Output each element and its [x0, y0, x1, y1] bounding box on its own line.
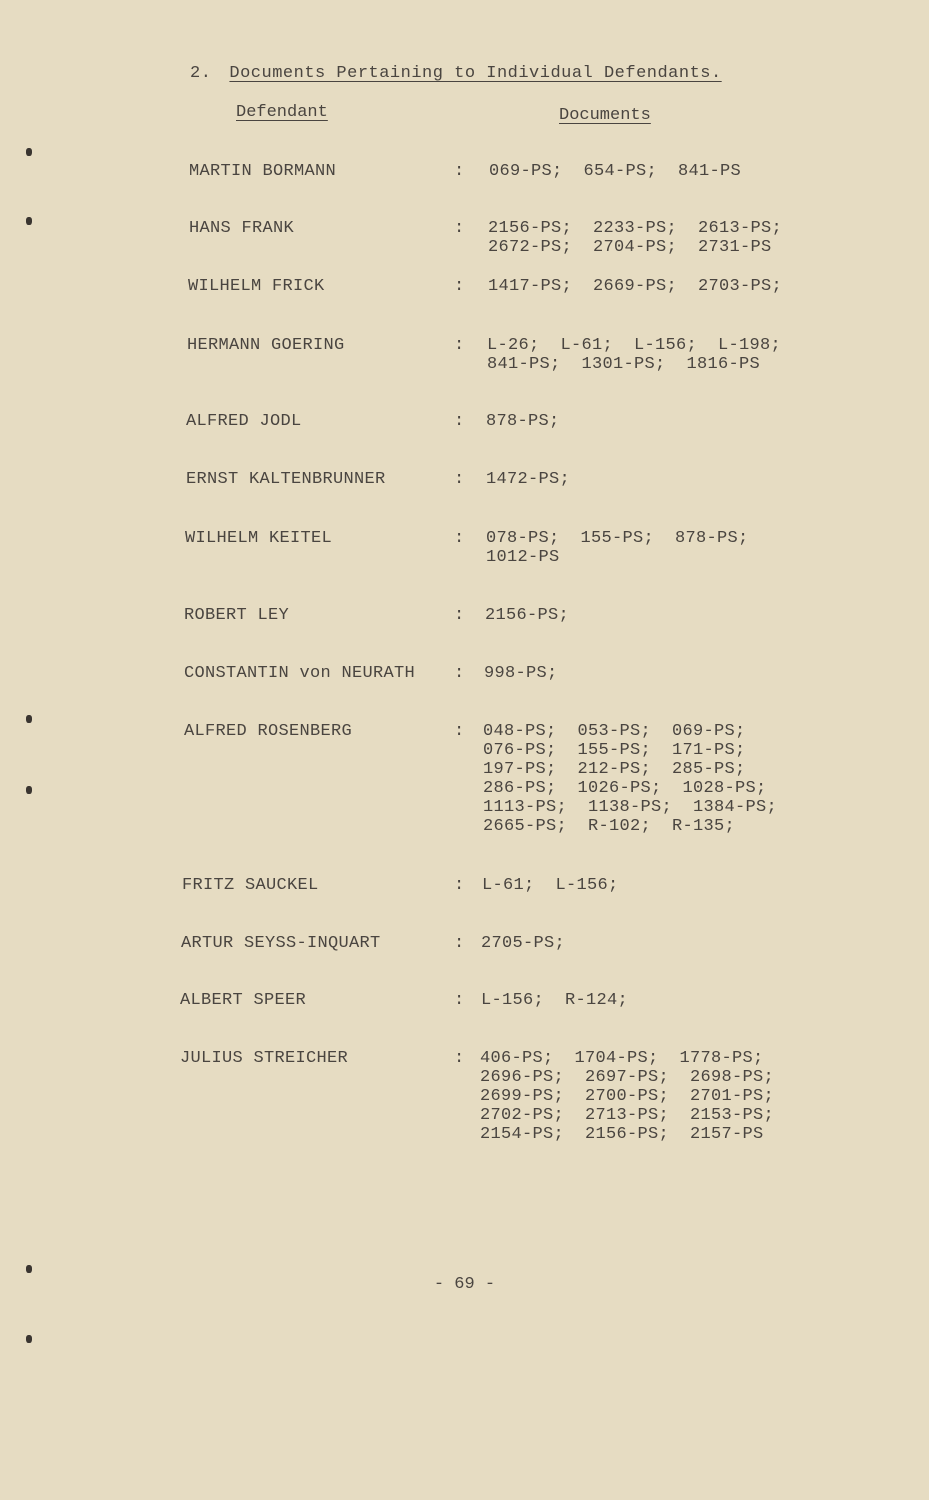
document-list: L-26; L-61; L-156; L-198; 841-PS; 1301-PS; 1816-PS [487, 336, 782, 374]
separator-colon: : [454, 664, 465, 683]
defendant-name: WILHELM FRICK [188, 277, 325, 296]
document-list: 069-PS; 654-PS; 841-PS [489, 162, 742, 181]
separator-colon: : [454, 162, 465, 181]
document-list: 2156-PS; [485, 606, 570, 625]
separator-colon: : [454, 934, 465, 953]
document-list: 998-PS; [484, 664, 558, 683]
separator-colon: : [454, 722, 465, 741]
defendant-name: ARTUR SEYSS-INQUART [181, 934, 381, 953]
document-list: 878-PS; [486, 412, 560, 431]
defendant-name: HANS FRANK [189, 219, 295, 238]
separator-colon: : [454, 277, 465, 296]
separator-colon: : [454, 412, 465, 431]
section-number: 2. [190, 64, 212, 83]
page-number: - 69 - [433, 1275, 496, 1294]
separator-colon: : [454, 1049, 465, 1068]
column-header-documents: Documents [559, 106, 651, 125]
defendant-name: CONSTANTIN von NEURATH [184, 664, 416, 683]
binding-hole-mark [26, 217, 32, 225]
binding-hole-mark [26, 715, 32, 723]
defendant-name: FRITZ SAUCKEL [182, 876, 319, 895]
document-list: L-156; R-124; [481, 991, 629, 1010]
separator-colon: : [454, 606, 465, 625]
column-header-defendant: Defendant [236, 103, 328, 122]
binding-hole-mark [26, 786, 32, 794]
defendant-name: ALFRED JODL [186, 412, 302, 431]
separator-colon: : [454, 991, 465, 1010]
document-list: 048-PS; 053-PS; 069-PS; 076-PS; 155-PS; 171-PS; 197-PS; 212-PS; 285-PS; 286-PS; 1026-PS; 1028-PS; 1113-PS; 1138-PS; 1384-PS; 2665-PS; R-102; R-135; [483, 722, 778, 836]
defendant-name: MARTIN BORMANN [189, 162, 337, 181]
separator-colon: : [454, 529, 465, 548]
document-list: 2156-PS; 2233-PS; 2613-PS; 2672-PS; 2704-PS; 2731-PS [488, 219, 783, 257]
separator-colon: : [454, 470, 465, 489]
document-list: 2705-PS; [481, 934, 566, 953]
document-list: 1417-PS; 2669-PS; 2703-PS; [488, 277, 783, 296]
defendant-name: HERMANN GOERING [187, 336, 345, 355]
section-heading [190, 64, 722, 83]
separator-colon: : [454, 876, 465, 895]
binding-hole-mark [26, 148, 32, 156]
defendant-name: ALFRED ROSENBERG [184, 722, 353, 741]
separator-colon: : [454, 219, 465, 238]
document-list: 078-PS; 155-PS; 878-PS; 1012-PS [486, 529, 749, 567]
binding-hole-mark [26, 1265, 32, 1273]
section-title: Documents Pertaining to Individual Defendants. [229, 64, 722, 83]
binding-hole-mark [26, 1335, 32, 1343]
document-list: 1472-PS; [486, 470, 571, 489]
defendant-name: JULIUS STREICHER [180, 1049, 349, 1068]
separator-colon: : [454, 336, 465, 355]
document-list: 406-PS; 1704-PS; 1778-PS; 2696-PS; 2697-PS; 2698-PS; 2699-PS; 2700-PS; 2701-PS; 2702-PS; 2713-PS; 2153-PS; 2154-PS; 2156-PS; 2157-PS [480, 1049, 775, 1144]
defendant-name: ROBERT LEY [184, 606, 290, 625]
document-list: L-61; L-156; [482, 876, 619, 895]
defendant-name: ERNST KALTENBRUNNER [186, 470, 386, 489]
defendant-name: ALBERT SPEER [180, 991, 307, 1010]
defendant-name: WILHELM KEITEL [185, 529, 333, 548]
